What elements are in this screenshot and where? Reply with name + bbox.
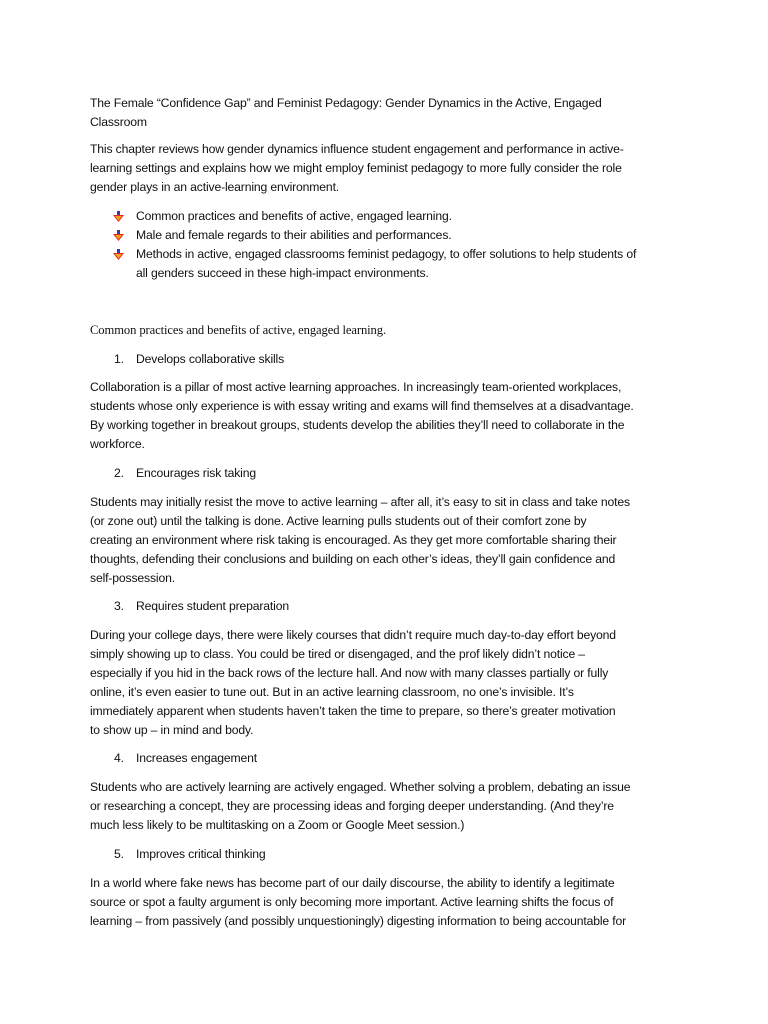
bullet-item (113, 226, 679, 245)
paragraph-line: (or zone out) until the talking is done. Active learning pulls students out of their comfort zone by (90, 514, 587, 528)
intro-line: learning settings and explains how we might employ feminist pedagogy to more fully consider the role (90, 161, 622, 175)
item-heading: Requires student preparation (136, 599, 289, 613)
paragraph-line: creating an environment where risk taking is encouraged. As they get more comfortable sharing their (90, 533, 617, 547)
item-paragraph (90, 778, 680, 835)
numbered-heading (114, 464, 256, 483)
intro-paragraph (90, 140, 676, 197)
paragraph-line: to show up – in mind and body. (90, 723, 254, 737)
item-number: 2. (114, 466, 124, 480)
item-number: 5. (114, 847, 124, 861)
paragraph-line: thoughts, defending their conclusions and building on each other’s ideas, they’ll gain confidence and (90, 552, 616, 566)
paragraph-line: simply showing up to class. You could be tired or disengaged, and the prof likely didn’t notice – (90, 647, 585, 661)
numbered-heading (114, 597, 289, 616)
section-heading: Common practices and benefits of active, engaged learning. (90, 323, 386, 337)
paragraph-line: or researching a concept, they are processing ideas and forging deeper understanding. (And they’re (90, 799, 614, 813)
bullet-list (113, 207, 679, 283)
bullet-text: Male and female regards to their abilities and performances. (136, 228, 452, 242)
item-heading: Encourages risk taking (136, 466, 256, 480)
intro-line: gender plays in an active-learning environment. (90, 180, 340, 194)
paragraph-line: source or spot a faulty argument is only becoming more important. Active learning shifts the focus of (90, 895, 614, 909)
numbered-heading (114, 845, 266, 864)
intro-line: This chapter reviews how gender dynamics influence student engagement and performance in active- (90, 142, 624, 156)
item-heading: Develops collaborative skills (136, 352, 285, 366)
paragraph-line: Students who are actively learning are actively engaged. Whether solving a problem, debating an issue (90, 780, 631, 794)
arrow-bullet-icon (113, 211, 124, 222)
bullet-text: Methods in active, engaged classrooms feminist pedagogy, to offer solutions to help students of (136, 247, 637, 261)
bullet-text: Common practices and benefits of active, engaged learning. (136, 209, 452, 223)
item-number: 3. (114, 599, 124, 613)
paragraph-line: By working together in breakout groups, students develop the abilities they’ll need to collaborate in the (90, 418, 625, 432)
title-line: The Female “Confidence Gap” and Feminist Pedagogy: Gender Dynamics in the Active, Engaged (90, 96, 602, 110)
title-line: Classroom (90, 115, 147, 129)
numbered-heading (114, 350, 284, 369)
arrow-bullet-icon (113, 249, 124, 260)
paragraph-line: Collaboration is a pillar of most active learning approaches. In increasingly team-oriented workplaces, (90, 380, 622, 394)
paragraph-line: much less likely to be multitasking on a Zoom or Google Meet session.) (90, 818, 465, 832)
arrow-bullet-icon (113, 230, 124, 241)
item-paragraph (90, 378, 680, 454)
paragraph-line: During your college days, there were likely courses that didn’t require much day-to-day effort beyond (90, 628, 616, 642)
item-heading: Increases engagement (136, 751, 257, 765)
bullet-item (113, 245, 679, 283)
paragraph-line: learning – from passively (and possibly unquestioningly) digesting information to being accountable for (90, 914, 627, 928)
paragraph-line: self-possession. (90, 571, 175, 585)
bullet-item (113, 207, 679, 226)
paragraph-line: especially if you hid in the back rows of the lecture hall. And now with many classes partially or fully (90, 666, 609, 680)
document-title (90, 94, 676, 132)
paragraph-line: In a world where fake news has become part of our daily discourse, the ability to identify a legitimate (90, 876, 615, 890)
numbered-heading (114, 749, 257, 768)
paragraph-line: online, it’s even easier to tune out. But in an active learning classroom, no one’s invisible. It’s (90, 685, 574, 699)
item-number: 4. (114, 751, 124, 765)
item-paragraph (90, 874, 680, 931)
bullet-text: all genders succeed in these high-impact environments. (136, 266, 429, 280)
paragraph-line: immediately apparent when students haven’t taken the time to prepare, so there’s greater motivation (90, 704, 616, 718)
paragraph-line: students whose only experience is with essay writing and exams will find themselves at a disadvantage. (90, 399, 634, 413)
item-heading: Improves critical thinking (136, 847, 266, 861)
paragraph-line: workforce. (90, 437, 145, 451)
item-paragraph (90, 626, 680, 740)
item-number: 1. (114, 352, 124, 366)
item-paragraph (90, 493, 680, 588)
paragraph-line: Students may initially resist the move to active learning – after all, it’s easy to sit in class and take notes (90, 495, 630, 509)
